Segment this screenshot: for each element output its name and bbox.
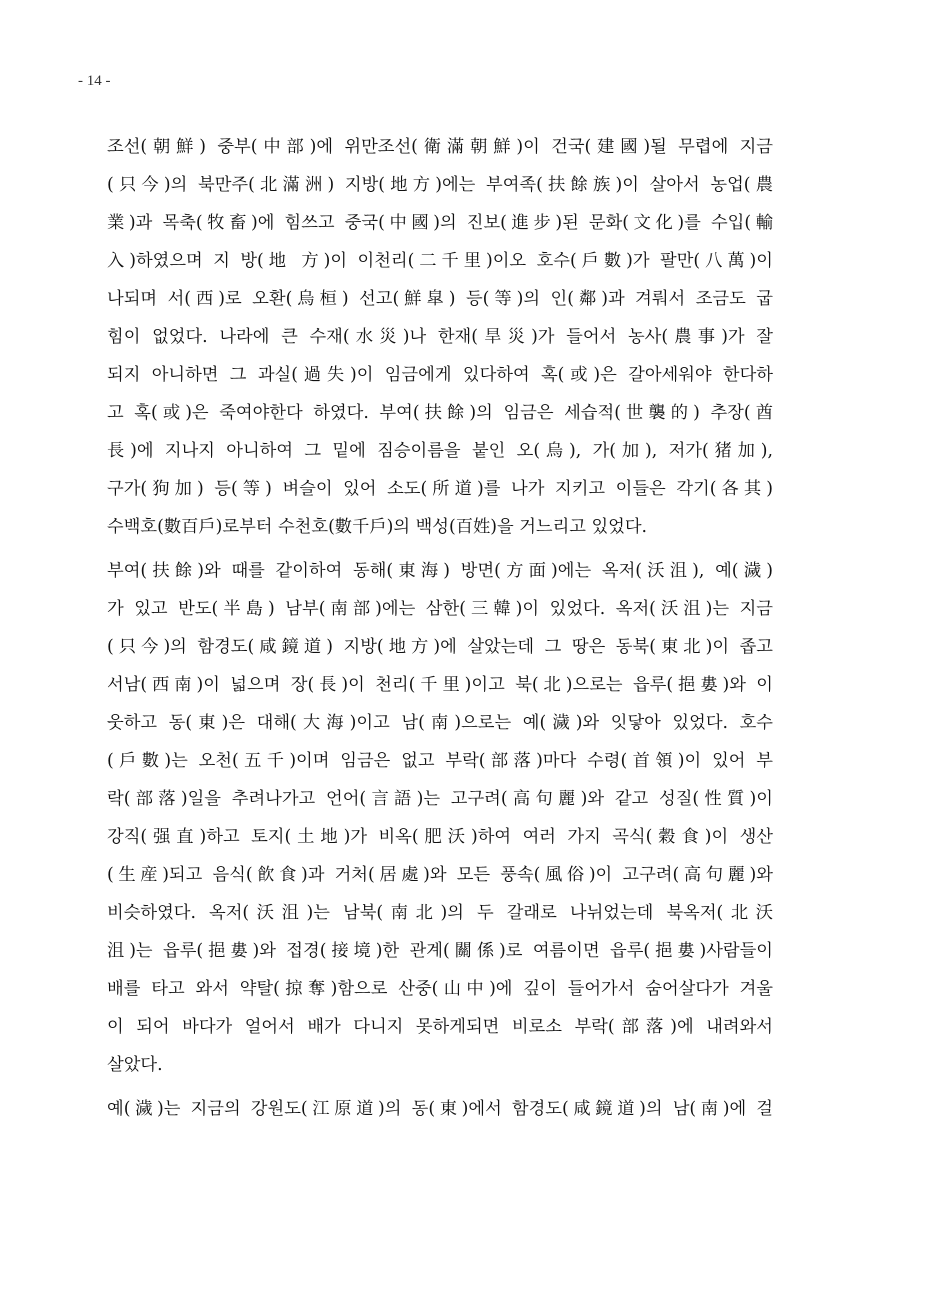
paragraph-okjeo [107, 552, 773, 1084]
text-line: 살았다. [107, 1055, 163, 1075]
text-line: 강직(强直)하고 토지(土地)가 비옥(肥沃)하여 여러 가지 곡식(穀食)이 생산 [107, 827, 773, 847]
text-line: 웃하고 동(東)은 대해(大海)이고 남(南)으로는 예(濊)와 잇닿아 있었다. 호수 [107, 713, 773, 733]
text-line: 예(濊)는 지금의 강원도(江原道)의 동(東)에서 함경도(咸鏡道)의 남(南)에 걸 [107, 1099, 773, 1119]
text-line: 힘이 없었다. 나라에 큰 수재(水災)나 한재(旱災)가 들어서 농사(農事)가 잘 [107, 327, 773, 347]
text-line: (只今)의 함경도(咸鏡道) 지방(地方)에 살았는데 그 땅은 동북(東北)이 좁고 [107, 637, 773, 657]
text-line: 부여(扶餘)와 때를 같이하여 동해(東海) 방면(方面)에는 옥저(沃沮), 예(濊) [107, 561, 773, 581]
text-line: 이 되어 바다가 얼어서 배가 다니지 못하게되면 비로소 부락(部落)에 내려와서 [107, 1017, 773, 1037]
page-number: - 14 - [78, 73, 111, 89]
text-line: 서남(西南)이 넓으며 장(長)이 천리(千里)이고 북(北)으로는 읍루(挹婁)와 이 [107, 675, 773, 695]
text-line: (戶數)는 오천(五千)이며 임금은 없고 부락(部落)마다 수령(首領)이 있어 부 [107, 751, 773, 771]
text-line: 業)과 목축(牧畜)에 힘쓰고 중국(中國)의 진보(進步)된 문화(文化)를 수입(輸 [107, 213, 773, 233]
text-line: (生産)되고 음식(飮食)과 거처(居處)와 모든 풍속(風俗)이 고구려(高句麗)와 [107, 865, 773, 885]
text-line: 長)에 지나지 아니하여 그 밑에 짐승이름을 붙인 오(烏), 가(加), 저가(猪加), [107, 441, 773, 461]
text-line: 락(部落)일을 추려나가고 언어(言語)는 고구려(高句麗)와 같고 성질(性質)이 [107, 789, 773, 809]
text-line: 수백호(數百戶)로부터 수천호(數千戶)의 백성(百姓)을 거느리고 있었다. [107, 517, 648, 537]
text-line: 나되며 서(西)로 오환(烏桓) 선고(鮮皐) 등(等)의 인(鄰)과 겨뤄서 조금도 굽 [107, 289, 773, 309]
text-line: 비슷하였다. 옥저(沃沮)는 남북(南北)의 두 갈래로 나뉘었는데 북옥저(北沃 [107, 903, 773, 923]
body-text [107, 128, 773, 1128]
text-line: 배를 타고 와서 약탈(掠奪)함으로 산중(山中)에 깊이 들어가서 숨어살다가 겨울 [107, 979, 773, 999]
text-line: 고 혹(或)은 죽여야한다 하였다. 부여(扶餘)의 임금은 세습적(世襲的) 추장(酋 [107, 403, 773, 423]
text-line: 되지 아니하면 그 과실(過失)이 임금에게 있다하여 혹(或)은 갈아세워야 한다하 [107, 365, 773, 385]
text-line: (只今)의 북만주(北滿洲) 지방(地方)에는 부여족(扶餘族)이 살아서 농업(農 [107, 175, 773, 195]
text-line: 入)하였으며 지 방(地 方)이 이천리(二千里)이오 호수(戶數)가 팔만(八萬)이 [107, 251, 773, 271]
paragraph-ye [107, 1090, 773, 1128]
text-line: 조선(朝鮮) 중부(中部)에 위만조선(衛滿朝鮮)이 건국(建國)될 무렵에 지금 [107, 137, 773, 157]
text-line: 沮)는 읍루(挹婁)와 접경(接境)한 관계(關係)로 여름이면 읍루(挹婁)사람들이 [107, 941, 773, 961]
text-line: 구가(狗加) 등(等) 벼슬이 있어 소도(所道)를 나가 지키고 이들은 각기(各其) [107, 479, 773, 499]
paragraph-buyeo [107, 128, 773, 546]
text-line: 가 있고 반도(半島) 남부(南部)에는 삼한(三韓)이 있었다. 옥저(沃沮)는 지금 [107, 599, 773, 619]
